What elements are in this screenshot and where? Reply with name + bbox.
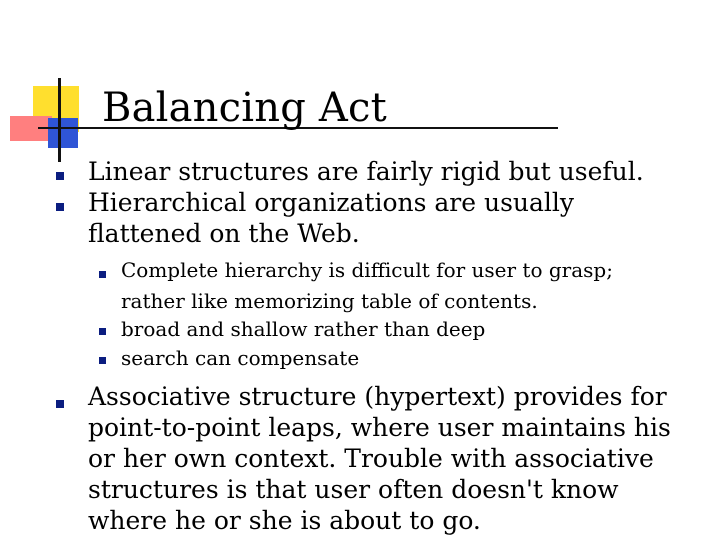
bullet-text: Hierarchical organizations are usually flattened on the Web.	[88, 188, 575, 248]
square-bullet-icon	[99, 271, 106, 278]
bullet-text: Associative structure (hypertext) provides for point-to-point leaps, where user maintains his or her own context. Trouble with associative structures is that user often doesn't know where he or she is about to go.	[88, 382, 671, 535]
square-bullet-icon	[56, 172, 64, 180]
square-bullet-icon	[56, 203, 64, 211]
sub-bullet-text: search can compensate	[121, 346, 360, 370]
square-bullet-icon	[56, 400, 64, 408]
square-bullet-icon	[99, 357, 106, 364]
sub-bullet-text: broad and shallow rather than deep	[121, 317, 486, 341]
bullet-text: Linear structures are fairly rigid but useful.	[88, 157, 644, 186]
square-bullet-icon	[99, 328, 106, 335]
slide-title: Balancing Act	[102, 85, 387, 131]
sub-bullet-text: Complete hierarchy is difficult for user to grasp; rather like memorizing table of contents.	[121, 258, 613, 313]
